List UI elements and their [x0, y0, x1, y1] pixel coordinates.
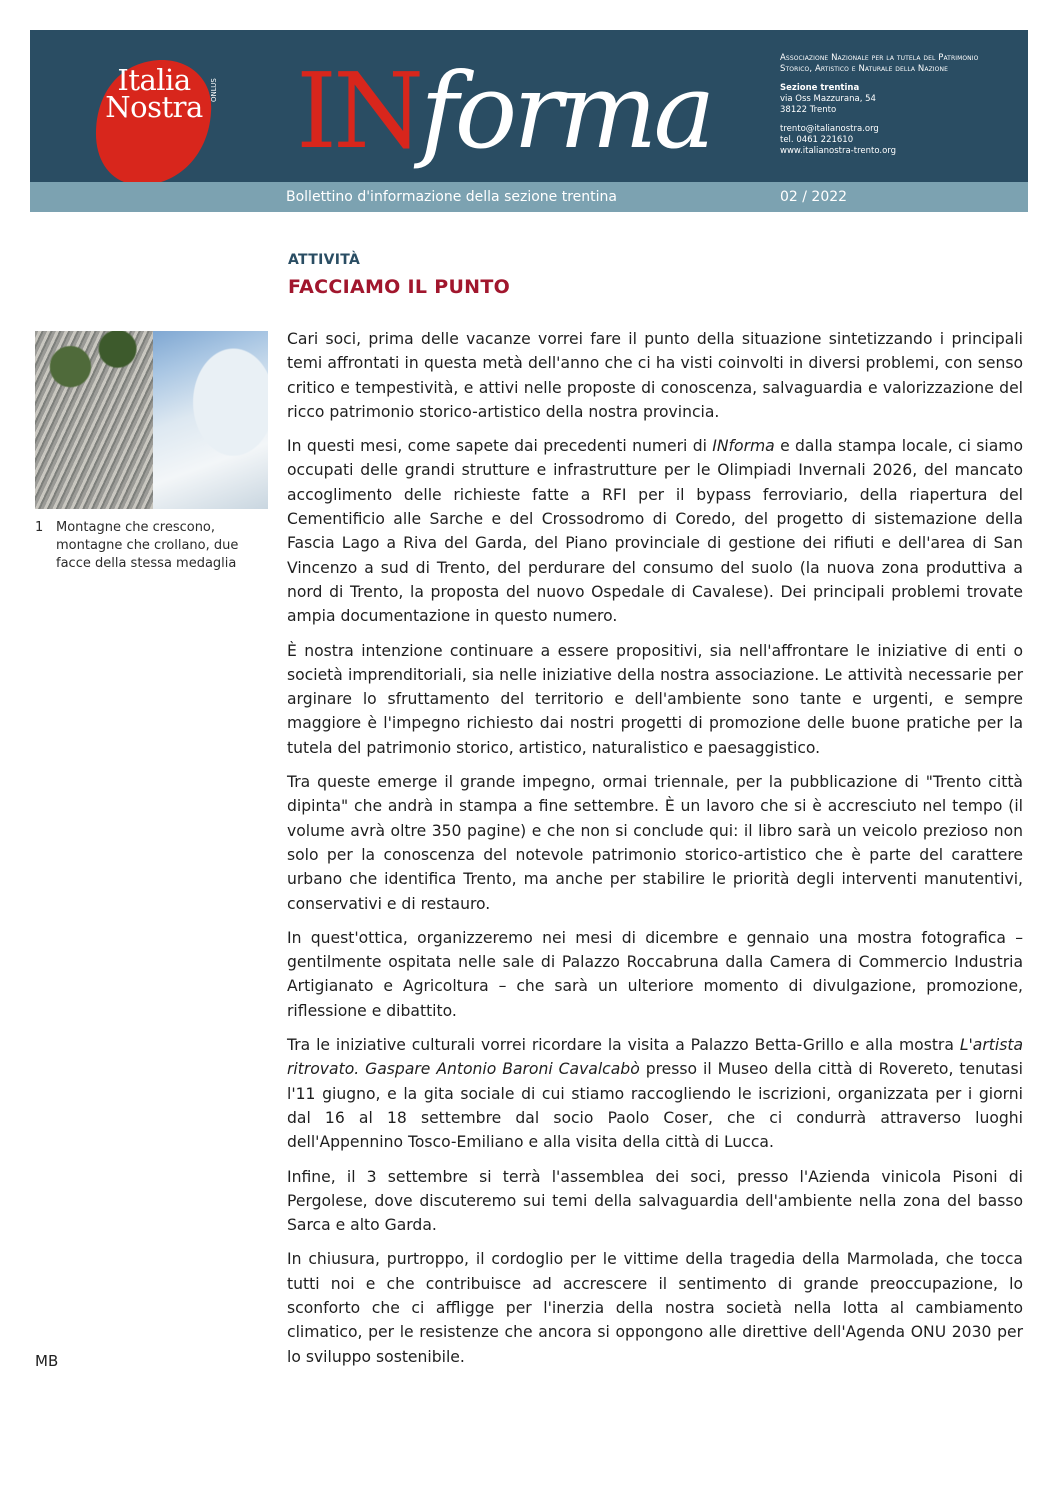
paragraph-2: In questi mesi, come sapete dai precedenti numeri di INforma e dalla stampa locale, ci siamo occupati delle grandi strutture e infrastrutture per le Olimpiadi Invernali 2026, del mancato accoglimento delle richieste fatte a RFI per il bypass ferroviario, della riapertura del Cementificio alle Sarche e del Crossodromo di Coredo, del progetto di sistemazione della Fascia Lago a Riva del Garda, del Piano provinciale di gestione dei rifiuti e dell'area di San Vincenzo a sud di Trento, del perdurare del consumo del suolo (la nuova zona produttiva a nord di Trento, la proposta del nuovo Ospedale di Cavalese). Dei principali problemi trovate ampia documentazione in questo numero.	[287, 437, 1023, 626]
address-line-1: via Oss Mazzurana, 54	[780, 94, 876, 104]
paragraph-6: Tra le iniziative culturali vorrei ricordare la visita a Palazzo Betta-Grillo e alla mostra L'artista ritrovato. Gaspare Antonio Baroni Cavalcabò presso il Museo della città di Rovereto, tenutasi l'11 giugno, e la gita sociale di cui stiamo raccogliendo le iscrizioni, organizzata per i giorni dal 16 al 18 settembre dal socio Paolo Coser, che ci condurrà attraverso luoghi dell'Appennino Tosco-Emiliano e alla visita della città di Lucca.	[287, 1036, 1023, 1152]
brand-in: IN	[296, 50, 421, 172]
paragraph-4: Tra queste emerge il grande impegno, ormai triennale, per la pubblicazione di "Trento città dipinta" che andrà in stampa a fine settembre. È un lavoro che si è accresciuto nel tempo (il volume avrà oltre 350 pagine) e che non si conclude qui: il libro sarà un veicolo prezioso non solo per la conoscenza del notevole patrimonio storico-artistico che è parte del carattere urbano che identifica Trento, ma anche per stabilire le priorità degli interventi manutentivi, conservativi e di restauro.	[287, 773, 1023, 913]
bulletin-subtitle-bar	[30, 182, 1028, 212]
snowy-mountain-image	[153, 331, 268, 509]
paragraph-7: Infine, il 3 settembre si terrà l'assemblea dei soci, presso l'Azienda vinicola Pisoni di Pergolese, dove discuteremo sui temi della salvaguardia dell'ambiente nella zona del basso Sarca e alto Garda.	[287, 1167, 1023, 1235]
address-line-2: 38122 Trento	[780, 105, 837, 115]
inline-title-informa: INforma	[712, 437, 775, 456]
inline-title-exhibition: L'artista ritrovato. Gaspare Antonio Baroni Cavalcabò	[287, 1036, 1023, 1079]
issue-number: 02 / 2022	[780, 189, 848, 205]
contact-email: trento@italianostra.org	[780, 124, 879, 134]
figure-number: 1	[35, 520, 44, 535]
paragraph-8: In chiusura, purtroppo, il cordoglio per le vittime della tragedia della Marmolada, che tocca tutti noi e che contribuisce ad accrescere il sentimento di grande preoccupazione, lo sconforto che ci affligge per l'inerzia della nostra società nella lotta al cambiamento climatico, per le resistenze che ancora si oppongono alle direttive dell'Agenda ONU 2030 per lo sviluppo sostenibile.	[287, 1250, 1023, 1366]
paragraph-5: In quest'ottica, organizzeremo nei mesi di dicembre e gennaio una mostra fotografica – gentilmente ospitata nelle sale di Palazzo Roccabruna dalla Camera di Commercio Industria Artigianato e Agricoltura – che sarà un ulteriore momento di divulgazione, promozione, riflessione e dibattito.	[287, 928, 1023, 1020]
section-kicker: ATTIVITÀ	[288, 252, 361, 268]
masthead	[30, 30, 1028, 182]
author-initials: MB	[35, 1352, 59, 1370]
logo-wordmark	[93, 63, 215, 124]
bulletin-subtitle: Bollettino d'informazione della sezione trentina	[286, 189, 617, 205]
paragraph-3: È nostra intenzione continuare a essere propositivi, sia nell'affrontare le iniziative di enti o società imprenditoriali, sia nelle iniziative della nostra associazione. Le attività necessarie per arginare lo sfruttamento del territorio e dell'ambiente sono tante e urgenti, e sempre maggiore è l'impegno richiesto dai nostri progetti di promozione delle buone pratiche per la tutela del patrimonio storico, artistico, naturalistico e paesaggistico.	[287, 641, 1023, 757]
article-headline: FACCIAMO IL PUNTO	[288, 276, 511, 298]
publication-title	[296, 50, 756, 176]
italia-nostra-logo	[93, 57, 215, 187]
logo-onlus-mark: ONLUS	[210, 78, 218, 102]
figure-caption-text: Montagne che crescono, montagne che crollano, due facce della stessa medaglia	[56, 520, 239, 571]
logo-line-2: Nostra	[105, 90, 203, 124]
landfill-mountain-image	[35, 331, 153, 509]
logo-line-1: Italia	[117, 63, 191, 97]
org-name-line-2: Storico, Artistico e Naturale della Nazione	[780, 64, 948, 74]
article-body	[287, 327, 1023, 1379]
contact-website: www.italianostra-trento.org	[780, 146, 897, 156]
paragraph-1: Cari soci, prima delle vacanze vorrei fare il punto della situazione sintetizzando i principali temi affrontati in questa metà dell'anno che ci ha visti coinvolti in diversi problemi, con senso critico e tempestività, e attivi nelle proposte di conoscenza, salvaguardia e valorizzazione del ricco patrimonio storico-artistico della nostra provincia.	[287, 330, 1023, 421]
figure-photo	[35, 331, 268, 509]
org-name-line-1: Associazione Nazionale per la tutela del Patrimonio	[780, 53, 979, 63]
publisher-info	[780, 53, 1020, 157]
contact-phone: tel. 0461 221610	[780, 135, 854, 145]
section-name: Sezione trentina	[780, 83, 860, 93]
brand-forma: forma	[420, 50, 712, 172]
